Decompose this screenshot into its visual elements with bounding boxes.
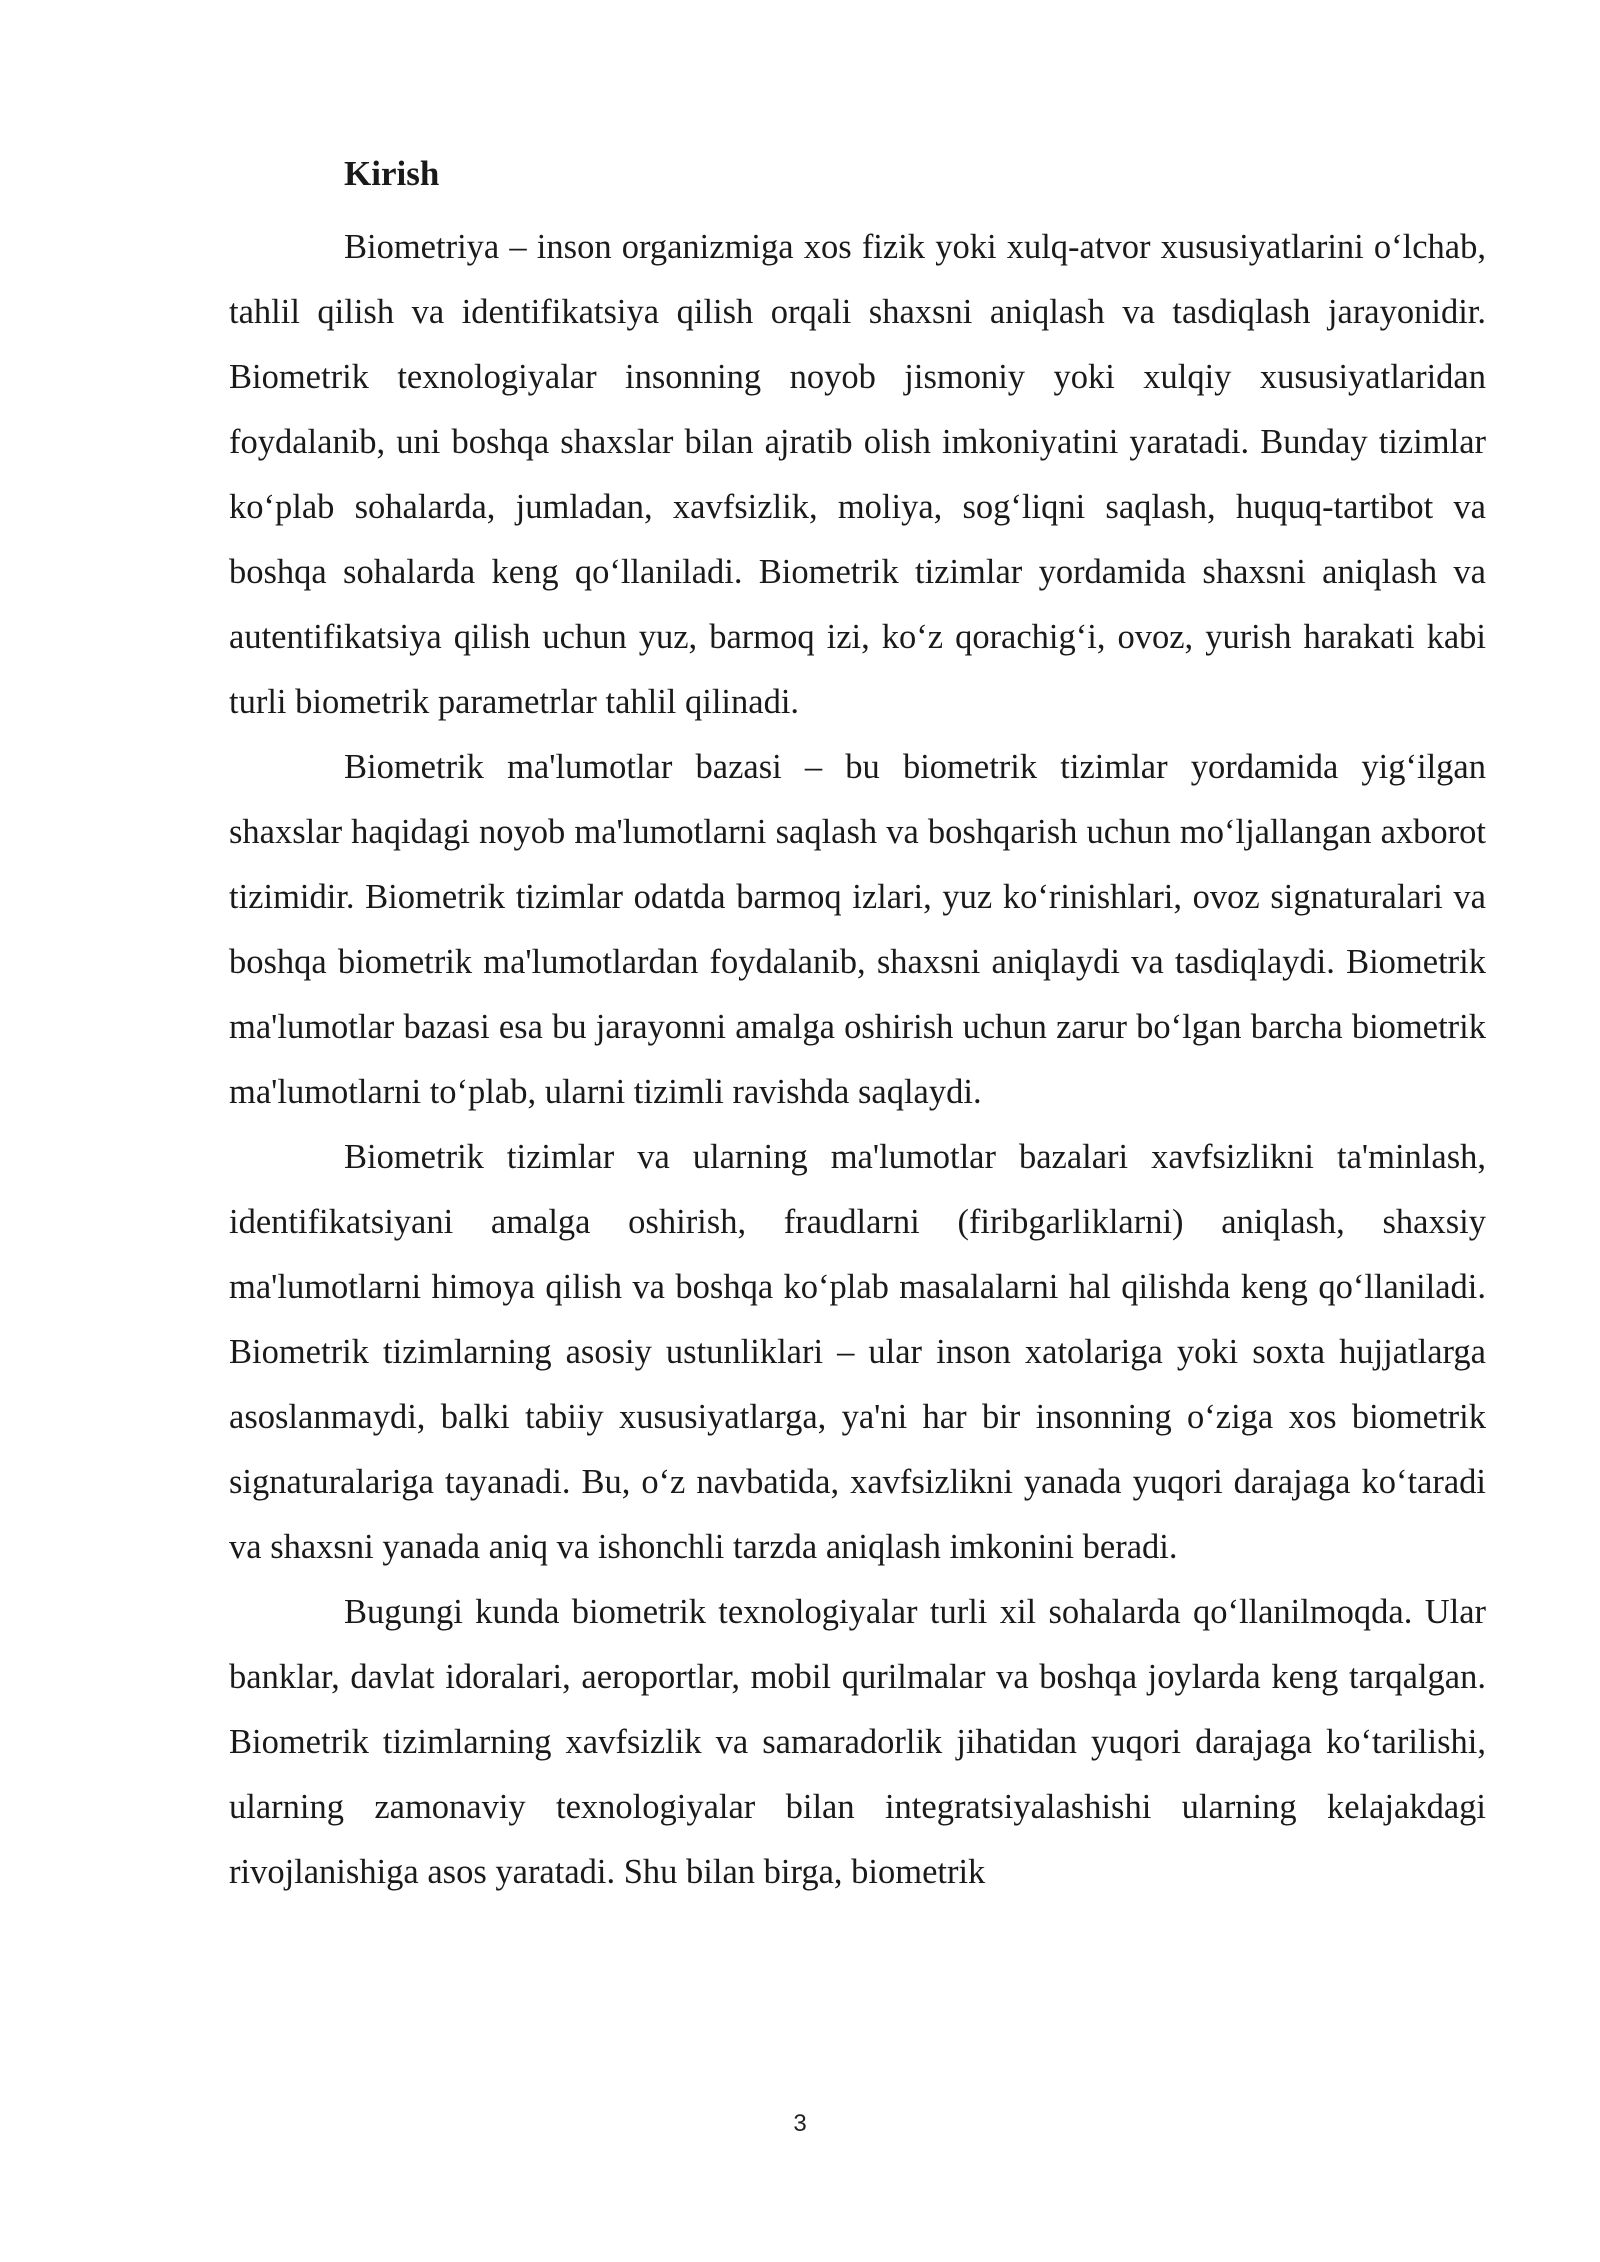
page-number: 3: [793, 2110, 807, 2137]
paragraph-biometriya-definition: Biometriya – inson organizmiga xos fizik yoki xulq-atvor xususiyatlarini o‘lchab, tahlil qilish va identifikatsiya qilish orqali shaxsni aniqlash va tasdiqlash jarayonidir. Biometrik texnologiyalar insonning noyob jismoniy yoki xulqiy xususiyatlaridan foydalanib, uni boshqa shaxslar bilan ajratib olish imkoniyatini yaratadi. Bunday tizimlar ko‘plab sohalarda, jumladan, xavfsizlik, moliya, sog‘liqni saqlash, huquq-tartibot va boshqa sohalarda keng qo‘llaniladi. Biometrik tizimlar yordamida shaxsni aniqlash va autentifikatsiya qilish uchun yuz, barmoq izi, ko‘z qorachig‘i, ovoz, yurish harakati kabi turli biometrik parametrlar tahlil qilinadi.: [229, 228, 1486, 721]
paragraph-biometric-systems-usage: Biometrik tizimlar va ularning ma'lumotlar bazalari xavfsizlikni ta'minlash, identifikatsiyani amalga oshirish, fraudlarni (firibgarliklarni) aniqlash, shaxsiy ma'lumotlarni himoya qilish va boshqa ko‘plab masalalarni hal qilishda keng qo‘llaniladi. Biometrik tizimlarning asosiy ustunliklari – ular inson xatolariga yoki soxta hujjatlarga asoslanmaydi, balki tabiiy xususiyatlarga, ya'ni har bir insonning o‘ziga xos biometrik signaturalariga tayanadi. Bu, o‘z navbatida, xavfsizlikni yanada yuqori darajaga ko‘taradi va shaxsni yanada aniq va ishonchli tarzda aniqlash imkonini beradi.: [229, 1138, 1486, 1566]
paragraph-biometric-database: Biometrik ma'lumotlar bazasi – bu biometrik tizimlar yordamida yig‘ilgan shaxslar haqidagi noyob ma'lumotlarni saqlash va boshqarish uchun mo‘ljallangan axborot tizimidir. Biometrik tizimlar odatda barmoq izlari, yuz ko‘rinishlari, ovoz signaturalari va boshqa biometrik ma'lumotlardan foydalanib, shaxsni aniqlaydi va tasdiqlaydi. Biometrik ma'lumotlar bazasi esa bu jarayonni amalga oshirish uchun zarur bo‘lgan barcha biometrik ma'lumotlarni to‘plab, ularni tizimli ravishda saqlaydi.: [229, 748, 1486, 1111]
paragraph-current-applications: Bugungi kunda biometrik texnologiyalar turli xil sohalarda qo‘llanilmoqda. Ular banklar, davlat idoralari, aeroportlar, mobil qurilmalar va boshqa joylarda keng tarqalgan. Biometrik tizimlarning xavfsizlik va samaradorlik jihatidan yuqori darajaga ko‘tarilishi, ularning zamonaviy texnologiyalar bilan integratsiyalashishi ularning kelajakdagi rivojlanishiga asos yaratadi. Shu bilan birga, biometrik: [229, 1593, 1486, 1891]
section-heading: Kirish: [344, 154, 440, 193]
document-page: [229, 150, 1486, 1905]
